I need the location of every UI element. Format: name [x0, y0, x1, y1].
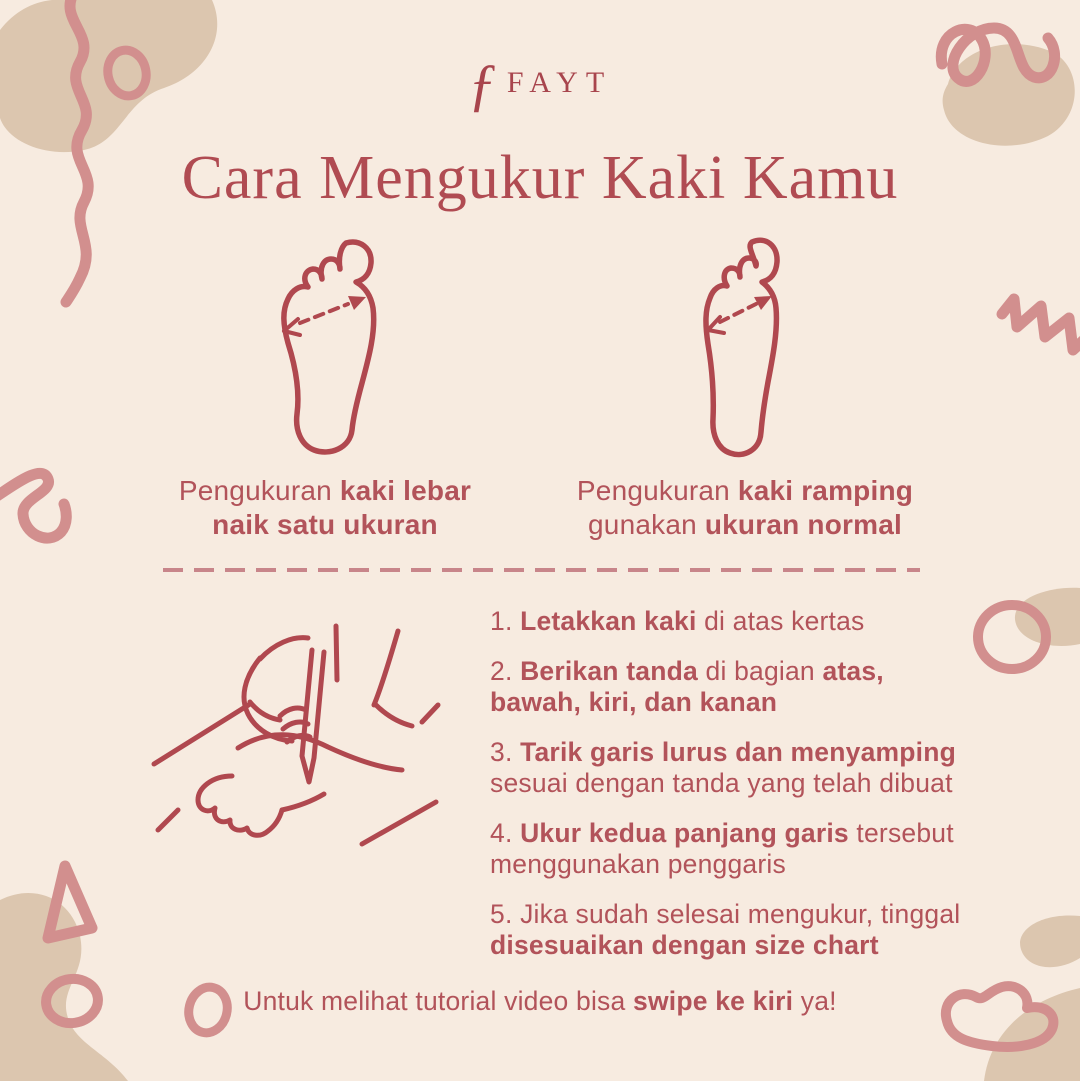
wide-foot-outline-icon	[284, 242, 374, 452]
step-2-text: di bagian	[697, 656, 823, 686]
footer-note	[0, 986, 1080, 1017]
step-3-number: 3.	[490, 737, 521, 767]
caption-right-bold2: ukuran normal	[704, 509, 902, 540]
zigzag-right-icon	[1002, 299, 1080, 350]
step-2	[490, 656, 972, 718]
caption-left-bold2: naik satu ukuran	[212, 509, 438, 540]
caption-left-normal: Pengukuran	[178, 475, 340, 506]
step-2-number: 2.	[490, 656, 521, 686]
step-3	[490, 737, 972, 799]
step-1-text: di atas kertas	[696, 606, 865, 636]
step-3-text: sesuai dengan tanda yang telah dibuat	[490, 768, 953, 798]
caption-right-bold1: kaki ramping	[737, 475, 914, 506]
width-arrow-icon	[284, 296, 366, 335]
step-3-bold: Tarik garis lurus dan menyamping	[520, 737, 956, 767]
step-2-bold1: Berikan tanda	[520, 656, 698, 686]
step-1	[490, 606, 972, 637]
steps-list	[490, 606, 972, 980]
step-5	[490, 899, 972, 961]
logo-wordmark: FAYT	[506, 66, 613, 99]
slim-foot-outline-icon	[706, 240, 777, 454]
step-4	[490, 818, 972, 880]
page-title: Cara Mengukur Kaki Kamu	[181, 144, 899, 212]
step-4-bold: Ukur kedua panjang garis	[520, 818, 849, 848]
caption-left-bold1: kaki lebar	[339, 475, 472, 506]
logo-script-f-icon: ƒ	[467, 52, 497, 117]
step-1-bold: Letakkan kaki	[520, 606, 697, 636]
caption-slim-foot	[552, 474, 938, 542]
step-5-bold: disesuaikan dengan size chart	[490, 930, 879, 960]
slim-foot-illustration	[660, 230, 800, 470]
loop-squiggle-left-icon	[0, 473, 66, 538]
step-4-text: tersebut menggunakan penggaris	[490, 818, 954, 879]
step-5-text: 5. Jika sudah selesai mengukur, tinggal	[490, 899, 961, 929]
brand-logo	[0, 52, 1080, 117]
caption-wide-foot	[145, 474, 505, 542]
step-1-number: 1.	[490, 606, 521, 636]
step-2-bold2: atas, bawah, kiri, dan kanan	[490, 656, 884, 717]
footer-bold: swipe ke kiri	[633, 986, 794, 1016]
dashed-divider	[163, 568, 920, 572]
measuring-foot-illustration	[140, 598, 470, 883]
footer-normal2: ya!	[793, 986, 837, 1016]
step-4-number: 4.	[490, 818, 521, 848]
footer-normal1: Untuk melihat tutorial video bisa	[243, 986, 634, 1016]
wide-foot-illustration	[258, 233, 398, 465]
blob-bottom-right-comma-shape	[1020, 915, 1080, 967]
hand-marking-foot-with-pen-icon	[154, 626, 438, 844]
caption-right-normal2: gunakan	[588, 509, 705, 540]
caption-right-normal1: Pengukuran	[576, 475, 738, 506]
width-arrow-icon	[708, 296, 772, 333]
